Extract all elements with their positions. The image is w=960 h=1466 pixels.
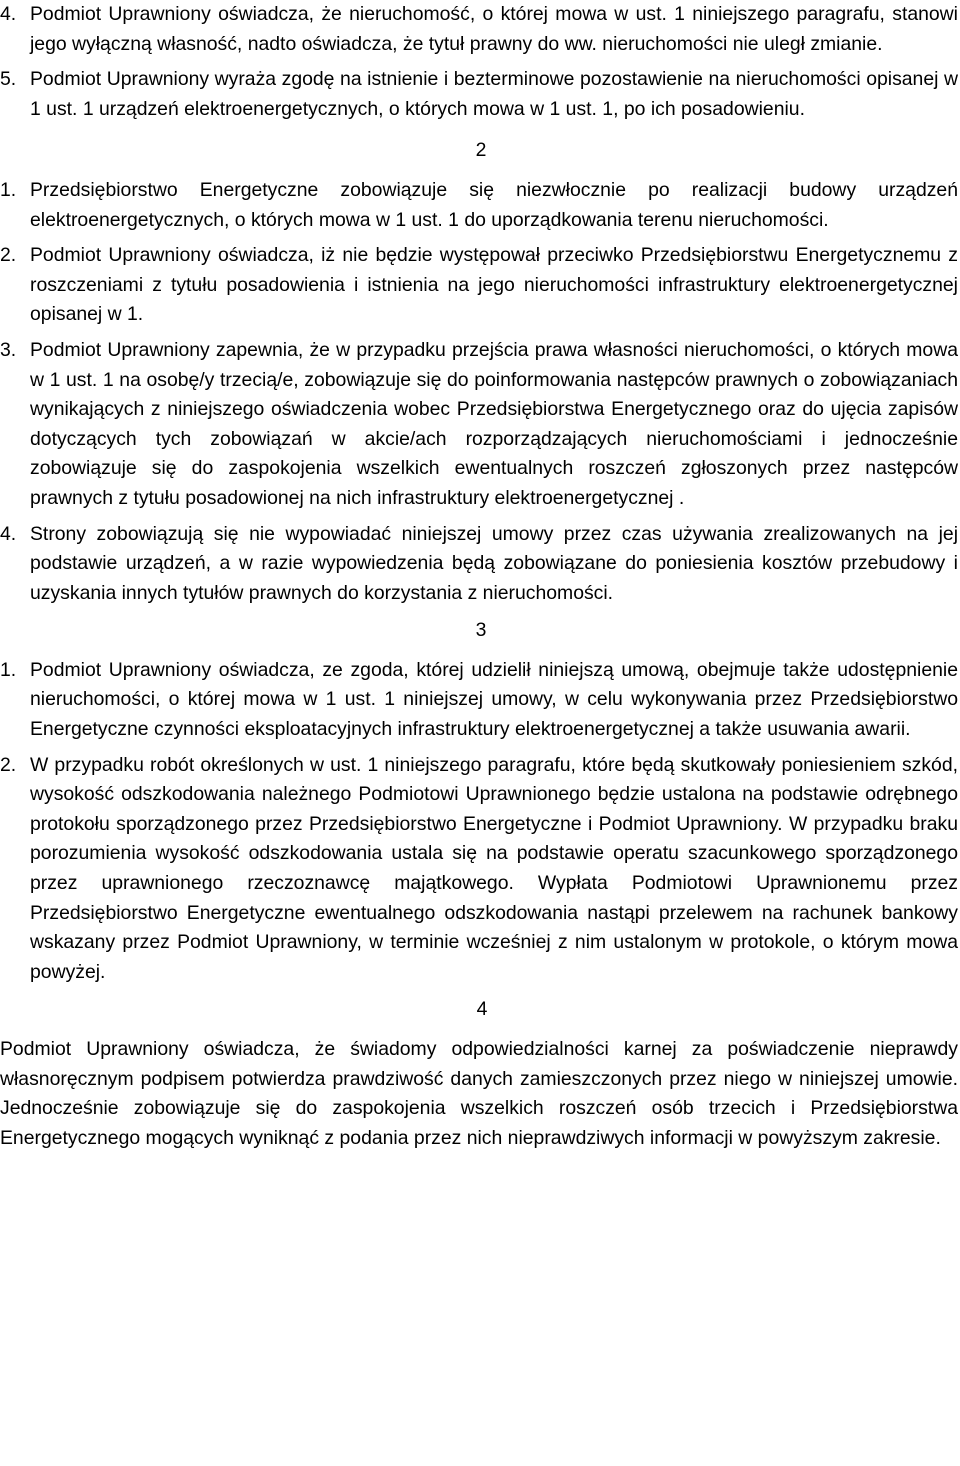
section-2-heading: 2	[475, 139, 487, 162]
clause-5	[0, 65, 958, 124]
clause-text: Strony zobowiązują się nie wypowiadać niniejszej umowy przez czas używania zrealizowanych na jej podstawie urządzeń, a w razie wypowiedzenia będą zobowiązane do poniesienia kosztów przebudowy i uzyskania innych tytułów prawnych do korzystania z nieruchomości.	[30, 522, 958, 604]
clause-text: Podmiot Uprawniony wyraża zgodę na istnienie i bezterminowe pozostawienie na nieruchomości opisanej w 1 ust. 1 urządzeń elektroenergetycznych, o których mowa w 1 ust. 1, po ich posadowieniu.	[30, 68, 958, 120]
clause-number: 2.	[0, 753, 17, 776]
section-3-clause-2	[0, 751, 958, 988]
clause-text: Podmiot Uprawniony oświadcza, ze zgoda, której udzielił niniejszą umową, obejmuje także udostępnienie nieruchomości, o której mowa w 1 ust. 1 niniejszej umowy, w celu wykonywania przez Przedsiębiorstwo Energetyczne czynności eksploatacyjnych infrastruktury elektroenergetycznej a także usuwania awarii.	[30, 658, 958, 741]
section-4-text: Podmiot Uprawniony oświadcza, że świadomy odpowiedzialności karnej za poświadczenie nieprawdy własnoręcznym podpisem potwierdza prawdziwość danych zamieszczonych przez niego w niniejszej umowie. Jednocześnie zobowiązuje się do zaspokojenia wszelkich roszczeń osób trzecich i Przedsiębiorstwa Energetycznego mogących wyniknąć z podania przez nich nieprawdziwych informacji w powyższym zakresie.	[0, 1038, 958, 1149]
section-2-clause-1	[0, 176, 958, 235]
section-3-heading: 3	[475, 619, 487, 642]
section-3-clause-1	[0, 656, 958, 745]
section-2-clause-2	[0, 241, 958, 330]
clause-number: 5.	[0, 68, 17, 91]
clause-number: 2.	[0, 244, 17, 267]
section-2-clause-3	[0, 336, 958, 514]
clause-text: Przedsiębiorstwo Energetyczne zobowiązuje się niezwłocznie po realizacji budowy urządzeń elektroenergetycznych, o których mowa w 1 ust. 1 do uporządkowania terenu nieruchomości.	[30, 178, 958, 231]
clause-number: 1.	[0, 178, 17, 201]
clause-text: Podmiot Uprawniony oświadcza, iż nie będzie występował przeciwko Przedsiębiorstwu Energetycznemu z roszczeniami z tytułu posadowienia i istnienia na jego nieruchomości infrastruktury elektroenergetycznej opisanej w 1.	[30, 244, 958, 326]
clause-number: 4.	[0, 3, 17, 25]
clause-number: 1.	[0, 658, 17, 681]
section-2-clause-4	[0, 520, 958, 609]
clause-number: 3.	[0, 338, 17, 361]
clause-text: Podmiot Uprawniony zapewnia, że w przypadku przejścia prawa własności nieruchomości, o których mowa w 1 ust. 1 na osobę/y trzecią/e, zobowiązuje się do poinformowania następców prawnych o zobowiązaniach wynikających z niniejszego oświadczenia wobec Przedsiębiorstwa Energetycznego oraz do ujęcia zapisów dotyczących tych zobowiązań w akcie/ach rozporządzających nieruchomościami i jednocześnie zobowiązuje się do zaspokojenia wszelkich ewentualnych roszczeń zgłoszonych przez następców prawnych z tytułu posadowionej na nich infrastruktury elektroenergetycznej .	[30, 338, 958, 509]
clause-4	[0, 0, 958, 59]
clause-text: W przypadku robót określonych w ust. 1 niniejszego paragrafu, które będą skutkowały poniesieniem szkód, wysokość odszkodowania należnego Podmiotowi Uprawnionego będzie ustalona na podstawie odrębnego protokołu sporządzonego przez Przedsiębiorstwo Energetyczne i Podmiot Uprawniony. W przypadku braku porozumienia wysokość odszkodowania ustala się na podstawie operatu szacunkowego sporządzonego przez uprawnionego rzeczoznawcę majątkowego. Wypłata Podmiotowi Uprawnionemu przez Przedsiębiorstwo Energetyczne ewentualnego odszkodowania nastąpi przelewem na rachunek bankowy wskazany przez Podmiot Uprawniony, w terminie wcześniej z nim ustalonym w protokole, o którym mowa powyżej.	[30, 753, 958, 983]
clause-text: Podmiot Uprawniony oświadcza, że nieruchomość, o której mowa w ust. 1 niniejszego paragrafu, stanowi jego wyłączną własność, nadto oświadcza, że tytuł prawny do ww. nieruchomości nie uległ zmianie.	[30, 3, 958, 55]
clause-number: 4.	[0, 522, 17, 545]
section-4-heading: 4	[476, 998, 488, 1021]
